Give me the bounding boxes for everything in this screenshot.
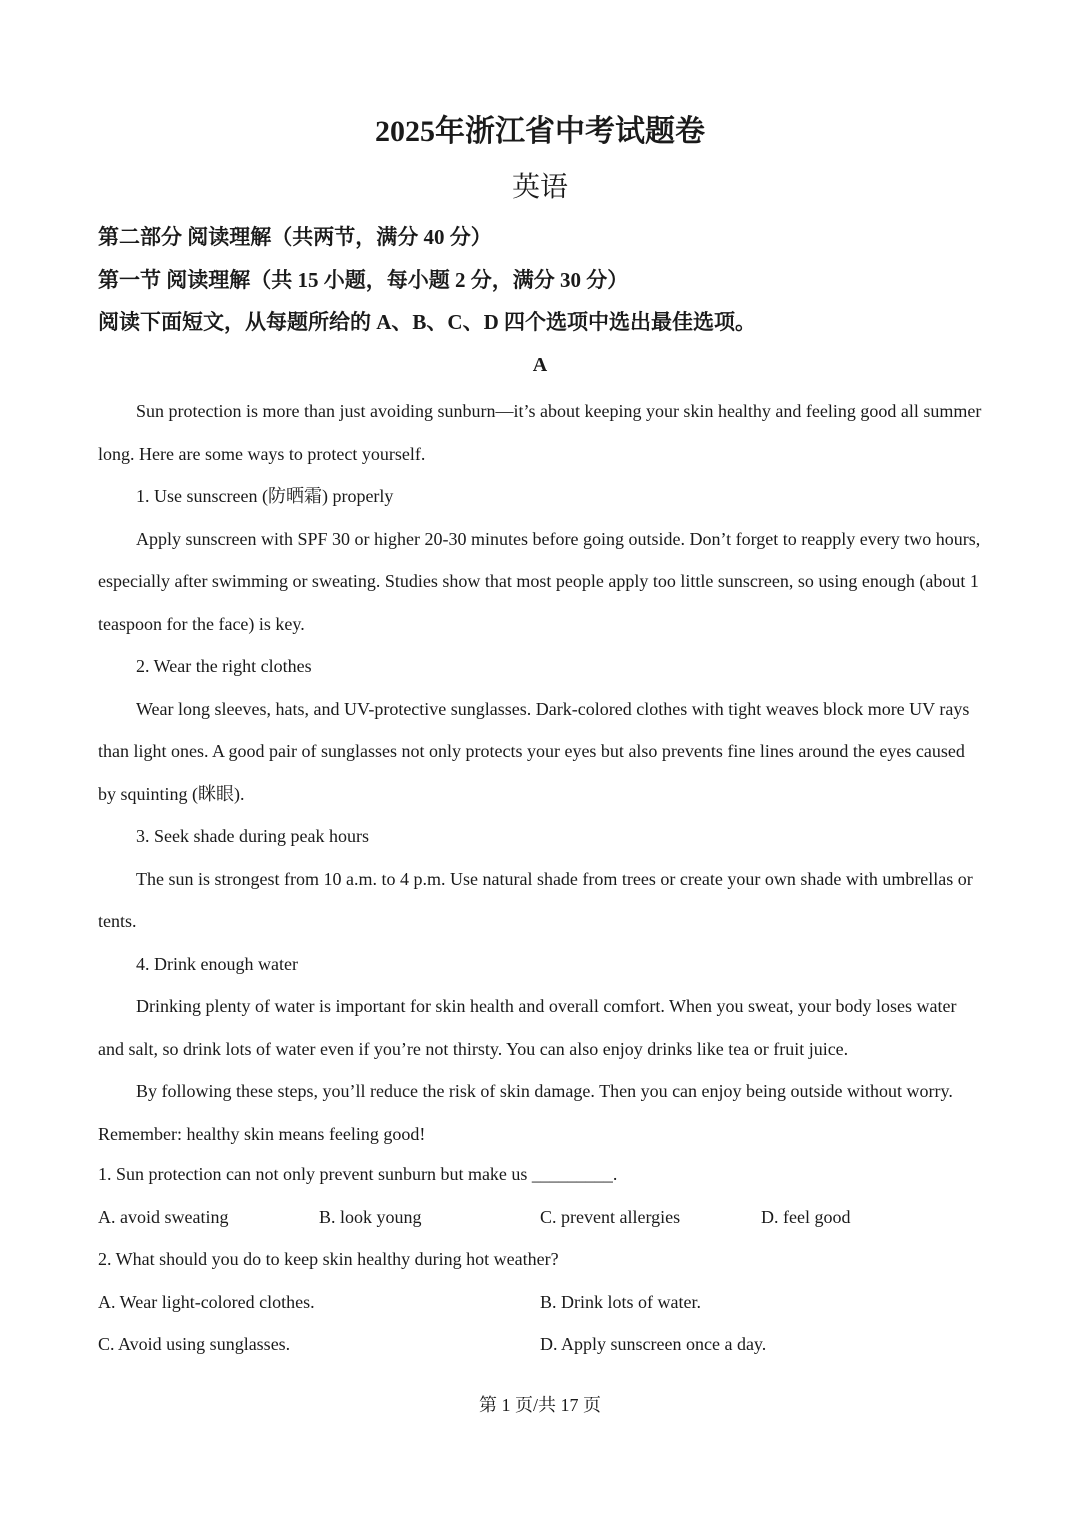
question-list [98, 1153, 982, 1366]
passage-subheading: 4. Drink enough water [136, 953, 298, 974]
question-stem-2: 2. What should you do to keep skin healthy during hot weather? [98, 1249, 559, 1269]
passage-label: A [532, 354, 548, 376]
part-heading: 第二部分 阅读理解（共两节，满分 40 分） [98, 225, 492, 249]
question-stem-1: 1. Sun protection can not only prevent sunburn but make us _________. [98, 1164, 618, 1184]
subject-title: 英语 [511, 172, 568, 203]
passage-body [98, 390, 982, 1155]
question-options-2-row2 [98, 1323, 982, 1366]
option-c: C. prevent allergies [540, 1206, 681, 1227]
passage-subheading: 3. Seek shade during peak hours [136, 826, 369, 846]
option-a: A. avoid sweating [98, 1206, 229, 1227]
passage-paragraph: Wear long sleeves, hats, and UV-protective sunglasses. Dark-colored clothes with tight weaves block more UV rays than light ones. A good pair of sunglasses not only protects your eyes but also prevents fine lines around the eyes caused by squinting (眯眼). [98, 698, 970, 804]
option-d: D. Apply sunscreen once a day. [540, 1334, 767, 1354]
question-options-1 [98, 1196, 982, 1239]
passage-paragraph: Apply sunscreen with SPF 30 or higher 20-30 minutes before going outside. Don’t forget to reapply every two hours, especially after swimming or sweating. Studies show that most people apply too little sunscreen, so using enough (about 1 teaspoon for the face) is key. [98, 528, 981, 634]
passage-paragraph: By following these steps, you’ll reduce the risk of skin damage. Then you can enjoy being outside without worry. Remember: healthy skin means feeling good! [98, 1081, 953, 1144]
passage-paragraph: The sun is strongest from 10 a.m. to 4 p.m. Use natural shade from trees or create your own shade with umbrellas or tents. [98, 868, 973, 931]
section-heading: 第一节 阅读理解（共 15 小题，每小题 2 分，满分 30 分） [98, 268, 629, 292]
option-b: B. look young [319, 1206, 422, 1227]
option-c: C. Avoid using sunglasses. [98, 1334, 291, 1354]
passage-subheading: 2. Wear the right clothes [136, 656, 312, 676]
option-d: D. feel good [761, 1206, 851, 1227]
exam-title: 2025年浙江省中考试题卷 [375, 115, 705, 148]
option-b: B. Drink lots of water. [540, 1291, 701, 1312]
directions-text: 阅读下面短文，从每题所给的 A、B、C、D 四个选项中选出最佳选项。 [98, 310, 757, 334]
passage-paragraph: Drinking plenty of water is important for skin health and overall comfort. When you sweat, your body loses water and salt, so drink lots of water even if you’re not thirsty. You can also enjoy drinks like tea or fruit juice. [98, 996, 957, 1059]
passage-subheading: 1. Use sunscreen (防晒霜) properly [136, 486, 394, 506]
question-options-2-row1 [98, 1281, 982, 1324]
option-a: A. Wear light-colored clothes. [98, 1291, 315, 1312]
passage-paragraph: Sun protection is more than just avoiding sunburn—it’s about keeping your skin healthy and feeling good all summer long. Here are some ways to protect yourself. [98, 401, 982, 464]
page-footer: 第 1 页/共 17 页 [478, 1395, 601, 1415]
